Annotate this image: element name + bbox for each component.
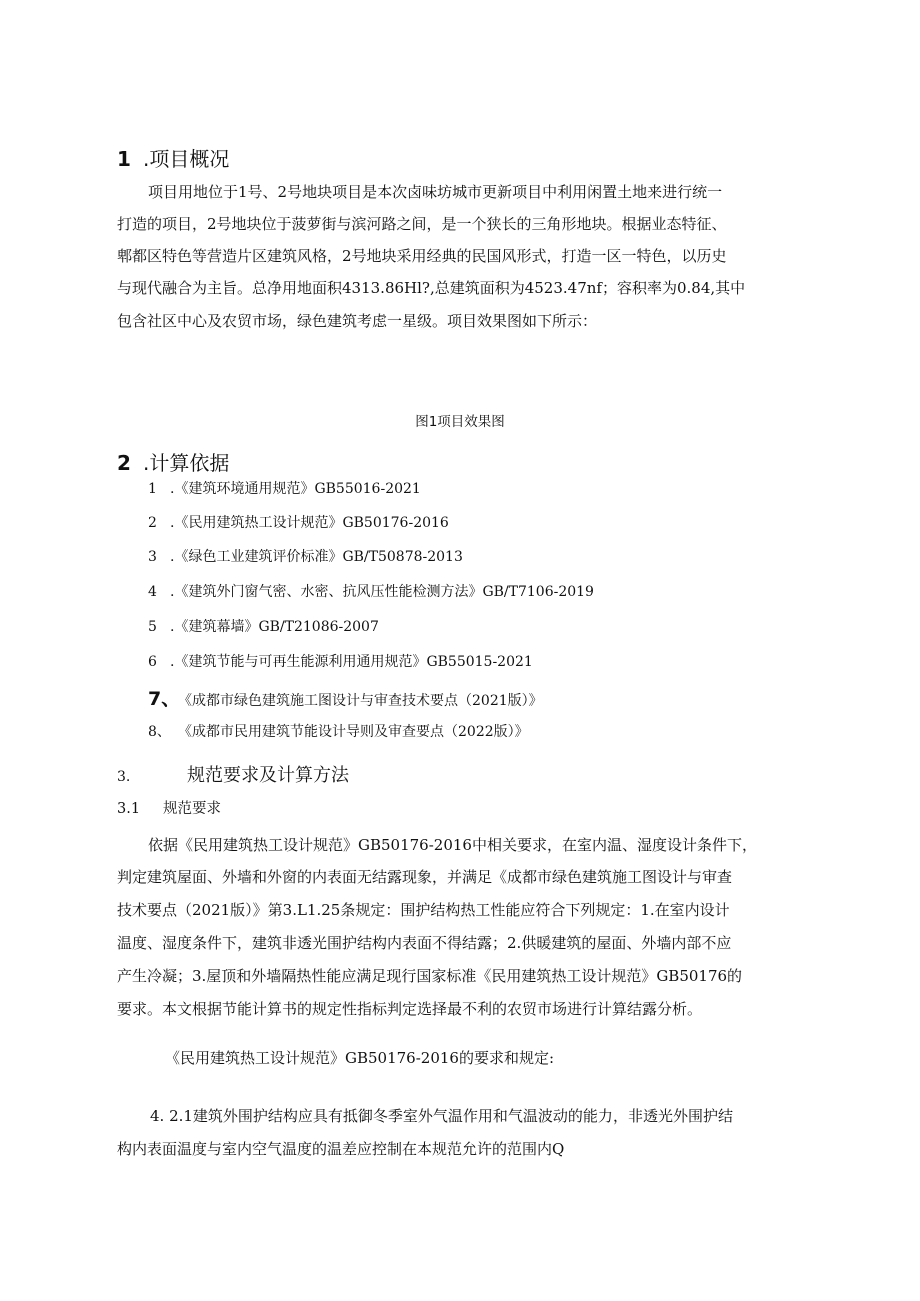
section-2-title: .计算依据 [143, 451, 230, 475]
section-3-1-line: 技术要点（2021版）》第3.L1.25条规定：围护结构热工性能应符合下列规定：1.在室内设计 [117, 901, 730, 919]
figure-caption: 图1项目效果图 [415, 414, 505, 430]
section-2-number: 2 [117, 451, 131, 475]
section-1-line: 包含社区中心及农贸市场，绿色建筑考虑一星级。项目效果图如下所示： [117, 312, 598, 330]
section-1-line: 项目用地位于1号、2号地块项目是本次卤味坊城市更新项目中利用闲置土地来进行统一 [148, 183, 723, 201]
reference-text: .《绿色工业建筑评价标准》GB/T50878-2013 [170, 549, 463, 565]
reference-text: .《建筑外门窗气密、水密、抗风压性能检测方法》GB/T7106-2019 [170, 584, 594, 600]
reference-number: 7、 [148, 688, 181, 710]
reference-text: .《建筑幕墙》GB/T21086-2007 [170, 619, 379, 635]
section-3-title: 规范要求及计算方法 [187, 765, 349, 786]
reference-text: .《建筑节能与可再生能源利用通用规范》GB55015-2021 [170, 654, 533, 670]
section-3-1-line: 要求。本文根据节能计算书的规定性指标判定选择最不利的农贸市场进行计算结露分析。 [117, 1000, 703, 1018]
section-2-heading [117, 450, 229, 476]
reference-item [148, 651, 533, 671]
reference-item [148, 616, 379, 636]
reference-item [148, 581, 594, 601]
section-1-title: .项目概况 [143, 147, 230, 171]
section-3-1-intro: 《民用建筑热工设计规范》GB50176-2016的要求和规定: [165, 1049, 555, 1067]
section-3-1-heading [117, 797, 221, 818]
section-3-1-line: 温度、湿度条件下，建筑非透光围护结构内表面不得结露；2.供暖建筑的屋面、外墙内部不应 [117, 934, 732, 952]
reference-number: 2 [148, 515, 157, 531]
reference-text: 《成都市民用建筑节能设计导则及审查要点（2022版）》 [178, 724, 529, 740]
section-3-number: 3. [117, 769, 131, 785]
reference-number: 5 [148, 619, 157, 635]
section-3-1-title: 规范要求 [163, 801, 221, 817]
reference-item [148, 478, 421, 498]
reference-item [148, 546, 463, 566]
reference-item [148, 684, 543, 711]
section-3-1-number: 3.1 [117, 801, 141, 817]
section-3-heading [117, 761, 349, 787]
reference-item [148, 721, 529, 741]
reference-number: 1 [148, 481, 157, 497]
section-1-heading [117, 146, 229, 172]
section-1-line: 打造的项目，2号地块位于菠萝街与滨河路之间，是一个狭长的三角形地块。根据业态特征、 [117, 215, 727, 233]
section-3-1-line: 产生冷凝；3.屋顶和外墙隔热性能应满足现行国家标准《民用建筑热工设计规范》GB50176的 [117, 967, 743, 985]
clause-line: 4. 2.1建筑外围护结构应具有抵御冬季室外气温作用和气温波动的能力，非透光外围护结 [150, 1107, 733, 1125]
reference-number: 6 [148, 654, 157, 670]
reference-number: 4 [148, 584, 157, 600]
reference-text: .《建筑环境通用规范》GB55016-2021 [170, 481, 421, 497]
reference-number: 3 [148, 549, 157, 565]
section-1-number: 1 [117, 147, 131, 171]
section-1-line: 郫都区特色等营造片区建筑风格，2号地块采用经典的民国风形式，打造一区一特色，以历史 [117, 247, 727, 265]
section-1-line: 与现代融合为主旨。总净用地面积4313.86Hl?,总建筑面积为4523.47nf；容积率为0.84,其中 [117, 279, 746, 297]
reference-text: 《成都市绿色建筑施工图设计与审查技术要点（2021版）》 [178, 693, 543, 709]
clause-line: 构内表面温度与室内空气温度的温差应控制在本规范允许的范围内Q [117, 1140, 565, 1158]
reference-number: 8、 [148, 724, 171, 740]
reference-item [148, 512, 449, 532]
section-3-1-line: 判定建筑屋面、外墙和外窗的内表面无结露现象，并满足《成都市绿色建筑施工图设计与审查 [117, 868, 733, 886]
section-3-1-line: 依据《民用建筑热工设计规范》GB50176-2016中相关要求，在室内温、湿度设计条件下， [148, 836, 757, 854]
reference-text: .《民用建筑热工设计规范》GB50176-2016 [170, 515, 449, 531]
